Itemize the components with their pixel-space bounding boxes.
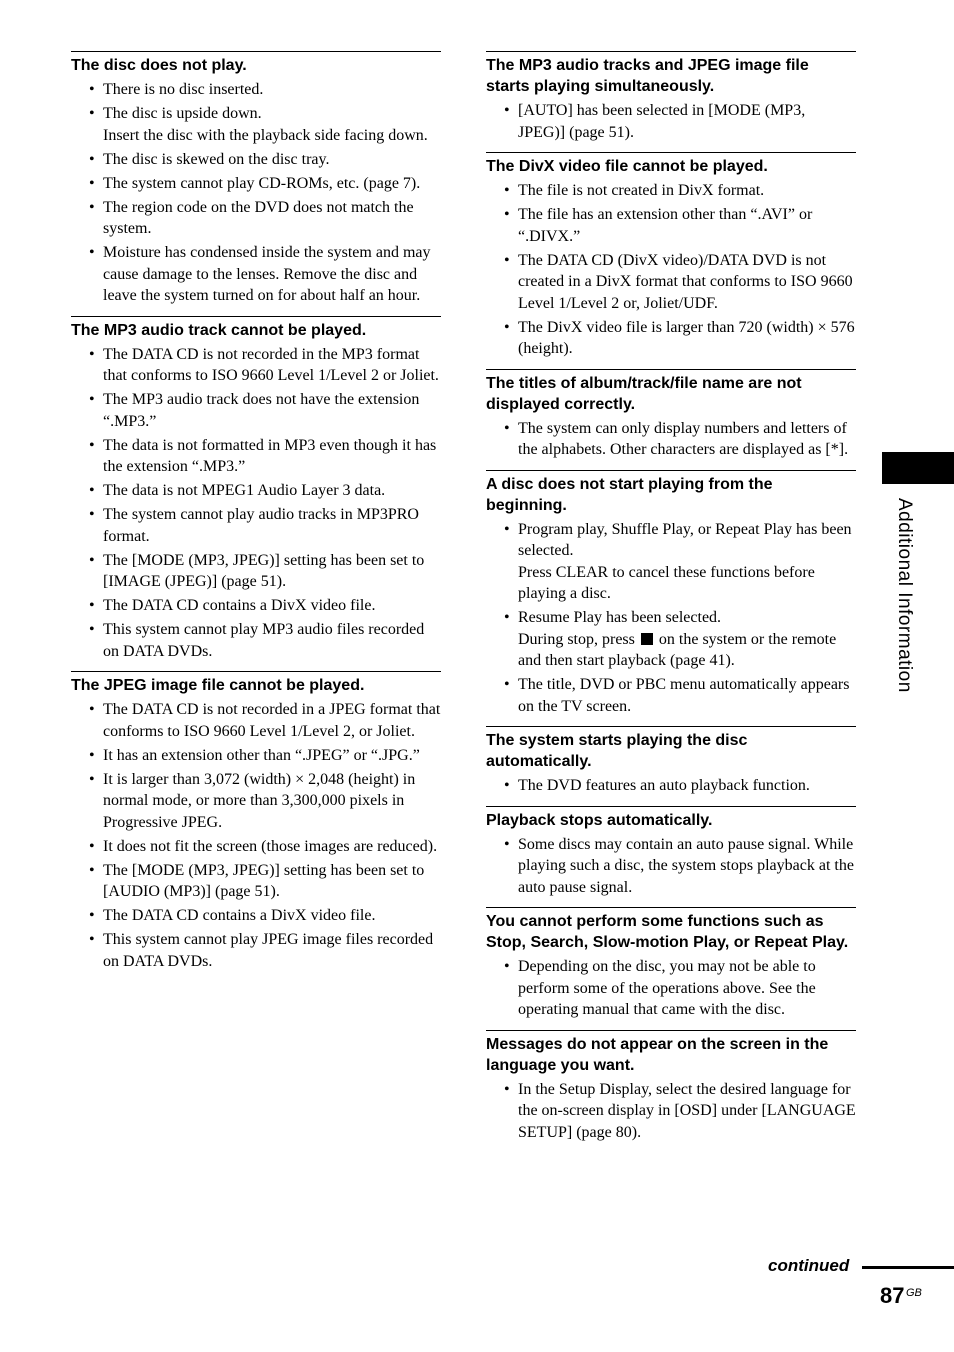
- section-heading: The titles of album/track/file name are not displayed correctly.: [486, 374, 802, 413]
- troubleshooting-section: [486, 1030, 856, 1144]
- continued-rule: [862, 1266, 954, 1269]
- item-text: Depending on the disc, you may not be able to perform some of the operations above. See the operating manual that came with the disc.: [518, 958, 816, 1018]
- bullet-dot: •: [89, 174, 95, 192]
- item-text: The disc is upside down.: [103, 105, 262, 122]
- list-item: [486, 775, 856, 797]
- bullet-dot: •: [89, 81, 95, 98]
- bullet-list: [486, 956, 856, 1021]
- list-item: [71, 389, 441, 432]
- section-heading: A disc does not start playing from the beginning.: [486, 475, 773, 514]
- item-note: Insert the disc with the playback side facing down.: [103, 126, 428, 144]
- item-text: Resume Play has been selected.: [518, 609, 722, 626]
- troubleshooting-section: [486, 470, 856, 718]
- bullet-list: [486, 519, 856, 718]
- item-text: The DATA CD contains a DivX video file.: [103, 907, 376, 924]
- bullet-dot: •: [89, 105, 95, 122]
- bullet-dot: •: [504, 206, 510, 223]
- list-item: [71, 699, 441, 742]
- item-text: The system cannot play CD-ROMs, etc. (page 7).: [103, 174, 421, 192]
- list-item: [486, 1079, 856, 1144]
- bullet-dot: •: [89, 621, 95, 638]
- list-item: [486, 100, 856, 143]
- troubleshooting-section: [71, 51, 441, 307]
- bullet-dot: •: [89, 198, 95, 216]
- bullet-dot: •: [89, 551, 95, 569]
- item-text: The DATA CD is not recorded in a JPEG format that conforms to ISO 9660 Level 1/Level 2, or Joliet.: [103, 701, 441, 740]
- list-item: [486, 204, 856, 247]
- item-text: The DATA CD is not recorded in the MP3 format that conforms to ISO 9660 Level 1/Level 2 or Joliet.: [103, 345, 439, 384]
- bullet-dot: •: [89, 597, 95, 614]
- section-heading: The disc does not play.: [71, 57, 247, 74]
- item-text: The file is not created in DivX format.: [518, 182, 765, 199]
- list-item: [71, 197, 441, 240]
- bullet-list: [486, 1079, 856, 1144]
- list-item: [71, 619, 441, 662]
- list-item: [486, 834, 856, 899]
- section-heading: Playback stops automatically.: [486, 811, 713, 829]
- left-column: [71, 51, 441, 981]
- continued-label: continued: [768, 1256, 850, 1275]
- item-note: [518, 629, 856, 672]
- item-text: The [MODE (MP3, JPEG)] setting has been set to [IMAGE (JPEG)] (page 51).: [103, 551, 425, 590]
- bullet-dot: •: [89, 150, 95, 168]
- bullet-dot: •: [89, 907, 95, 924]
- bullet-dot: •: [89, 746, 95, 764]
- item-text: The file has an extension other than “.AVI” or “.DIVX.”: [518, 206, 813, 245]
- bullet-list: [71, 344, 441, 663]
- bullet-dot: •: [89, 701, 95, 718]
- item-text: [AUTO] has been selected in [MODE (MP3, JPEG)] (page 51).: [518, 102, 806, 141]
- item-text: This system cannot play JPEG image files recorded on DATA DVDs.: [103, 931, 434, 970]
- troubleshooting-section: [71, 671, 441, 972]
- section-heading: The JPEG image file cannot be played.: [71, 677, 365, 694]
- item-text: Program play, Shuffle Play, or Repeat Play has been selected.: [518, 520, 852, 559]
- bullet-dot: •: [504, 251, 510, 269]
- bullet-dot: •: [89, 506, 95, 523]
- bullet-dot: •: [89, 482, 95, 499]
- bullet-dot: •: [504, 777, 510, 794]
- troubleshooting-section: [486, 806, 856, 899]
- item-text: The [MODE (MP3, JPEG)] setting has been set to [AUDIO (MP3)] (page 51).: [103, 861, 425, 900]
- item-note: Press CLEAR to cancel these functions before playing a disc.: [518, 563, 815, 602]
- list-item: [71, 173, 441, 195]
- item-text: There is no disc inserted.: [103, 81, 264, 98]
- list-item: [486, 607, 856, 672]
- bullet-dot: •: [504, 609, 510, 626]
- list-item: [71, 103, 441, 146]
- list-item: [486, 250, 856, 315]
- item-text: Moisture has condensed inside the system and may cause damage to the lenses. Remove the disc and leave the system turned on for about half an hour.: [103, 244, 431, 304]
- page-number: 87: [880, 1283, 905, 1308]
- bullet-list: [486, 775, 856, 797]
- bullet-dot: •: [504, 102, 510, 119]
- stop-square-icon: [641, 633, 653, 645]
- list-item: [71, 504, 441, 547]
- section-tab-marker: [882, 452, 954, 484]
- bullet-dot: •: [89, 436, 95, 454]
- bullet-dot: •: [89, 345, 95, 363]
- list-item: [71, 860, 441, 903]
- item-text: In the Setup Display, select the desired language for the on-screen display in [OSD] under [LANGUAGE SETUP] (page 80).: [518, 1080, 856, 1141]
- item-note-text: on the system or the remote and then start playback (page 41).: [518, 630, 837, 669]
- bullet-dot: •: [89, 931, 95, 948]
- bullet-dot: •: [504, 318, 510, 336]
- troubleshooting-section: [486, 369, 856, 461]
- item-text: The DATA CD (DivX video)/DATA DVD is not created in a DivX format that conforms to ISO 9660 Level 1/Level 2 or, Joliet/UDF.: [518, 251, 853, 312]
- bullet-list: [71, 699, 441, 972]
- bullet-dot: •: [89, 391, 95, 408]
- item-text: The region code on the DVD does not match the system.: [103, 198, 414, 237]
- troubleshooting-section: [486, 51, 856, 143]
- item-text: The system can only display numbers and letters of the alphabets. Other characters are displayed as [*].: [518, 419, 849, 458]
- item-text: The disc is skewed on the disc tray.: [103, 150, 330, 168]
- bullet-dot: •: [89, 770, 95, 788]
- list-item: [71, 929, 441, 972]
- bullet-list: [486, 418, 856, 461]
- bullet-list: [486, 180, 856, 360]
- bullet-dot: •: [504, 1080, 510, 1098]
- item-text: It does not fit the screen (those images are reduced).: [103, 837, 438, 855]
- bullet-dot: •: [504, 520, 510, 538]
- bullet-dot: •: [504, 835, 510, 853]
- list-item: [71, 595, 441, 617]
- item-text: It has an extension other than “.JPEG” or “.JPG.”: [103, 746, 420, 764]
- troubleshooting-section: [486, 152, 856, 360]
- bullet-dot: •: [504, 958, 510, 975]
- bullet-dot: •: [89, 837, 95, 855]
- bullet-list: [486, 834, 856, 899]
- list-item: [486, 519, 856, 605]
- item-text: The DVD features an auto playback function.: [518, 777, 810, 794]
- list-item: [71, 745, 441, 767]
- item-text: The system cannot play audio tracks in MP3PRO format.: [103, 506, 419, 545]
- list-item: [71, 344, 441, 387]
- section-heading: The DivX video file cannot be played.: [486, 158, 768, 175]
- bullet-list: [71, 79, 441, 307]
- list-item: [71, 435, 441, 478]
- section-heading: Messages do not appear on the screen in the language you want.: [486, 1035, 829, 1074]
- bullet-dot: •: [504, 419, 510, 437]
- list-item: [71, 905, 441, 927]
- item-text: The data is not formatted in MP3 even though it has the extension “.MP3.”: [103, 436, 437, 475]
- list-item: [486, 956, 856, 1021]
- item-text: The title, DVD or PBC menu automatically appears on the TV screen.: [518, 676, 850, 715]
- list-item: [71, 550, 441, 593]
- list-item: [486, 180, 856, 202]
- item-text: This system cannot play MP3 audio files recorded on DATA DVDs.: [103, 621, 425, 660]
- list-item: [71, 836, 441, 858]
- item-text: The data is not MPEG1 Audio Layer 3 data.: [103, 482, 386, 499]
- bullet-dot: •: [89, 244, 95, 261]
- list-item: [71, 79, 441, 101]
- list-item: [71, 242, 441, 307]
- troubleshooting-section: [486, 907, 856, 1021]
- item-text: Some discs may contain an auto pause signal. While playing such a disc, the system stops playback at the auto pause signal.: [518, 835, 854, 896]
- bullet-dot: •: [504, 676, 510, 693]
- item-text: It is larger than 3,072 (width) × 2,048 (height) in normal mode, or more than 3,300,000 pixels in Progressive JPEG.: [103, 770, 416, 831]
- section-heading: The system starts playing the disc automatically.: [486, 732, 748, 770]
- section-heading: The MP3 audio tracks and JPEG image file starts playing simultaneously.: [486, 57, 809, 95]
- item-note-text: During stop, press: [518, 630, 635, 648]
- list-item: [486, 317, 856, 360]
- bullet-dot: •: [89, 861, 95, 879]
- item-text: The DATA CD contains a DivX video file.: [103, 597, 376, 614]
- item-text: The DivX video file is larger than 720 (width) × 576 (height).: [518, 318, 855, 357]
- item-text: The MP3 audio track does not have the extension “.MP3.”: [103, 391, 420, 430]
- page-number-suffix: GB: [906, 1287, 922, 1299]
- list-item: [486, 674, 856, 717]
- list-item: [71, 149, 441, 171]
- bullet-dot: •: [504, 182, 510, 199]
- list-item: [71, 769, 441, 834]
- troubleshooting-section: [71, 316, 441, 663]
- section-tab-label: Additional Information: [894, 498, 915, 693]
- section-heading: The MP3 audio track cannot be played.: [71, 321, 367, 339]
- troubleshooting-section: [486, 726, 856, 797]
- section-heading: You cannot perform some functions such as Stop, Search, Slow-motion Play, or Repeat Play.: [486, 913, 849, 951]
- right-column: [486, 51, 856, 1152]
- list-item: [71, 480, 441, 502]
- list-item: [486, 418, 856, 461]
- bullet-list: [486, 100, 856, 143]
